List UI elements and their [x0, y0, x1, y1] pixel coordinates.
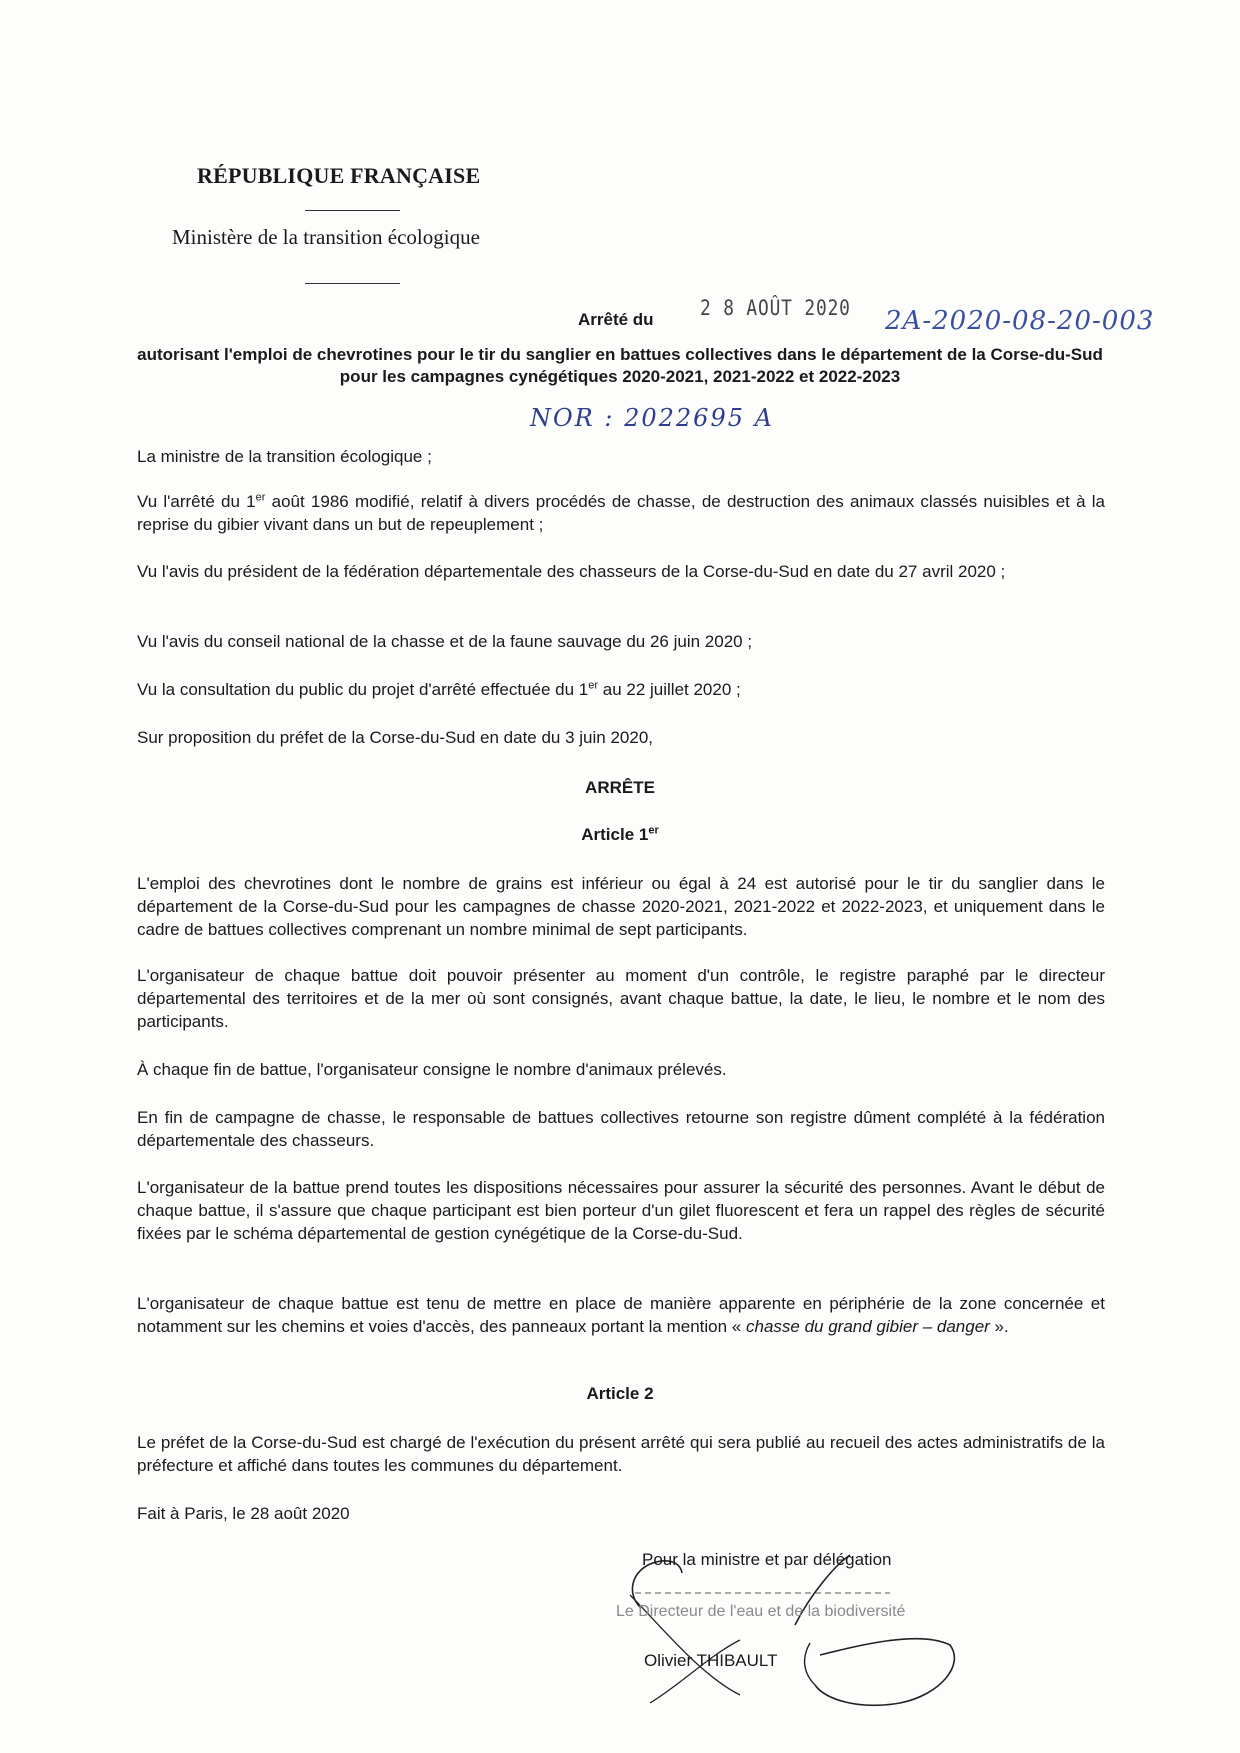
minister-line: La ministre de la transition écologique ; [137, 447, 432, 466]
vu-paragraph: Vu la consultation du public du projet d'arrêté effectuée du 1er au 22 juillet 2020 ; [137, 679, 741, 699]
article-1-paragraph: À chaque fin de battue, l'organisateur consigne le nombre d'animaux prélevés. [137, 1060, 727, 1079]
proposition-paragraph: Sur proposition du préfet de la Corse-du-Sud en date du 3 juin 2020, [137, 728, 654, 747]
decree-title: autorisant l'emploi de chevrotines pour le tir du sanglier en battues collectives dans le département de la Corse-du-Sud pour les campagnes cynégétiques 2020-2021, 2021-2022 et 2022-2023 [137, 345, 1103, 386]
signatory-title: Le Directeur de l'eau et de la biodiversité [616, 1603, 906, 1620]
vu-paragraph: Vu l'arrêté du 1er août 1986 modifié, relatif à divers procédés de chasse, de destruction des animaux classés nuisibles et à la reprise du gibier vivant dans un but de repeuplement ; [137, 491, 1105, 534]
article-1-paragraph: En fin de campagne de chasse, le responsable de battues collectives retourne son registre dûment complété à la fédération départementale des chasseurs. [137, 1108, 1105, 1150]
article-1-paragraph: L'emploi des chevrotines dont le nombre de grains est inférieur ou égal à 24 est autorisé pour le tir du sanglier dans le département de la Corse-du-Sud pour les campagnes de chasse 2020-2021, 2021-2022 et 2022-2023, et uniquement dans le cadre de battues collectives comprenant un nombre minimal de sept participants. [137, 874, 1105, 939]
stamped-date: 2 8 AOÛT 2020 [700, 296, 851, 320]
ministry-name: Ministère de la transition écologique [172, 225, 480, 249]
delegation-line: Pour la ministre et par délégation [642, 1550, 892, 1569]
article-2-paragraph: Le préfet de la Corse-du-Sud est chargé de l'exécution du présent arrêté qui sera publié au recueil des actes administratifs de la préfecture et affiché dans toutes les communes du département. [137, 1433, 1105, 1475]
divider [305, 210, 400, 211]
arrete-date-label: Arrêté du [578, 310, 654, 329]
article-2-heading: Article 2 [586, 1384, 654, 1403]
article-1-paragraph: L'organisateur de chaque battue est tenu de mettre en place de manière apparente en périphérie de la zone concernée et notamment sur les chemins et voies d'accès, des panneaux portant la mention « chasse du grand gibier – danger ». [137, 1294, 1105, 1336]
divider [305, 283, 400, 284]
article-1-heading: Article 1er [581, 824, 659, 844]
handwritten-nor: NOR : 2022695 A [530, 404, 774, 432]
handwritten-reference: 2A-2020-08-20-003 [885, 306, 1155, 336]
republic-heading: RÉPUBLIQUE FRANÇAISE [197, 163, 481, 188]
article-1-paragraph: L'organisateur de chaque battue doit pouvoir présenter au moment d'un contrôle, le registre paraphé par le directeur départemental des territoires et de la mer où sont consignés, avant chaque battue, la date, le lieu, le nombre et le nom des participants. [137, 966, 1105, 1031]
signature-block [616, 1535, 1040, 1710]
vu-paragraph: Vu l'avis du conseil national de la chasse et de la faune sauvage du 26 juin 2020 ; [137, 632, 753, 651]
arrete-heading: ARRÊTE [585, 778, 655, 797]
signatory-name: Olivier THIBAULT [644, 1651, 778, 1670]
article-1-paragraph: L'organisateur de la battue prend toutes les dispositions nécessaires pour assurer la sécurité des personnes. Avant le début de chaque battue, il s'assure que chaque participant est bien porteur d'un gilet fluorescent et fera un rappel des règles de sécurité fixées par le schéma départemental de gestion cynégétique de la Corse-du-Sud. [137, 1178, 1105, 1243]
place-date: Fait à Paris, le 28 août 2020 [137, 1504, 350, 1523]
vu-paragraph: Vu l'avis du président de la fédération départementale des chasseurs de la Corse-du-Sud en date du 27 avril 2020 ; [137, 562, 1006, 581]
